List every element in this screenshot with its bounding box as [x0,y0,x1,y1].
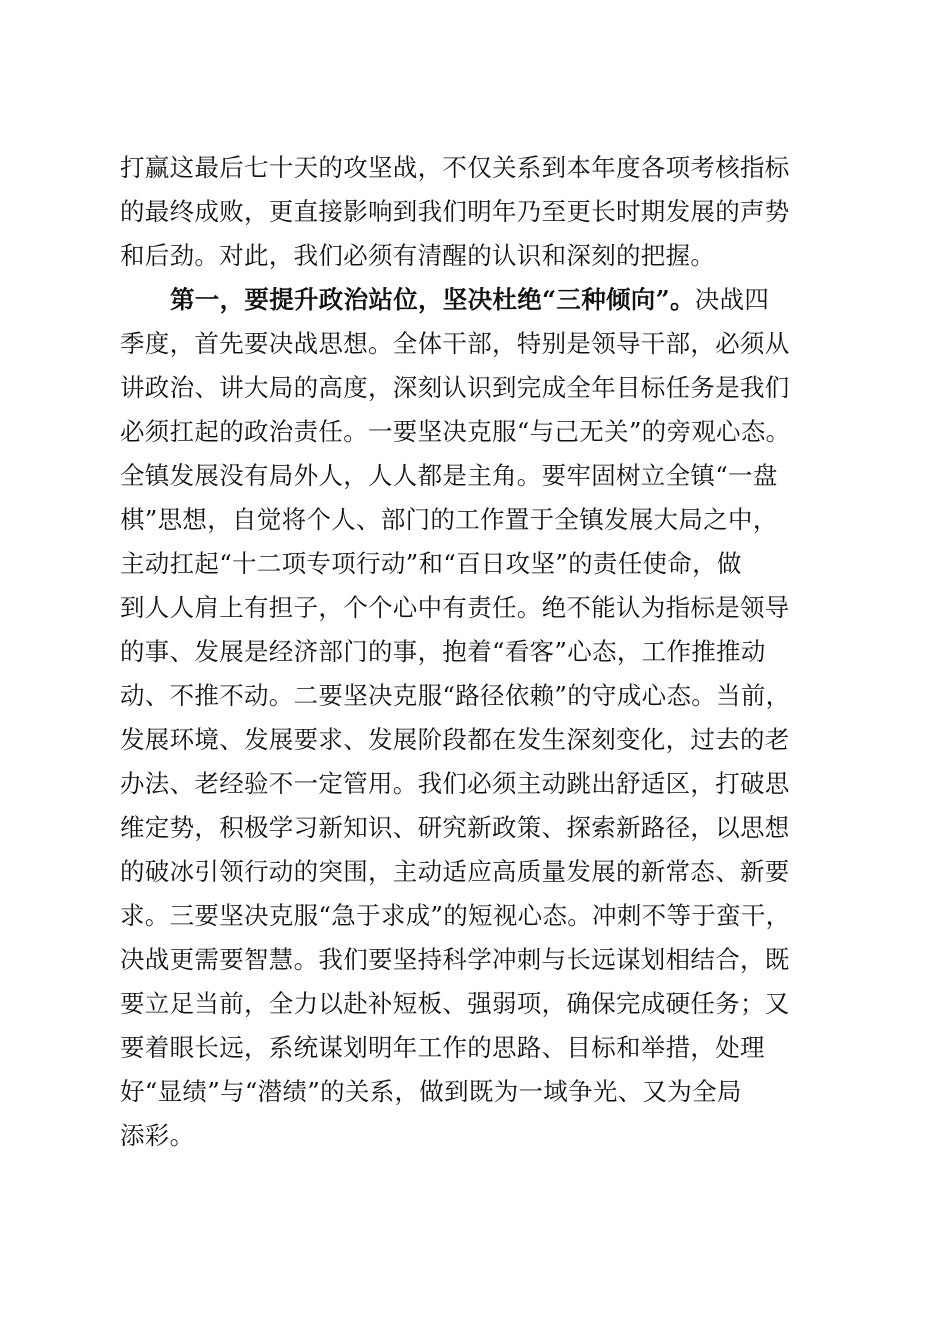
text-line: 决战更需要智慧。我们要坚持科学冲刺与长远谋划相结合，既 [120,945,790,974]
text-line: 办法、老经验不一定管用。我们必须主动跳出舒适区，打破思 [120,769,790,798]
text-line: 讲政治、讲大局的高度，深刻认识到完成全年目标任务是我们 [120,373,790,402]
text-line-first [120,278,832,322]
text-line: 要着眼长远，系统谋划明年工作的思路、目标和举措，处理 [120,1033,765,1062]
text-line: 季度，首先要决战思想。全体干部，特别是领导干部，必须从 [120,329,790,358]
text-run: 决战四 [694,285,770,314]
text-line: 和后劲。对此，我们必须有清醒的认识和深刻的把握。 [120,241,716,270]
paragraph-1 [120,146,832,278]
text-line: 发展环境、发展要求、发展阶段都在发生深刻变化，过去的老 [120,725,790,754]
text-line: 的最终成败，更直接影响到我们明年乃至更长时期发展的声势 [120,197,790,226]
body-text [120,146,832,1158]
text-line: 打赢这最后七十天的攻坚战，不仅关系到本年度各项考核指标 [120,153,790,182]
text-line: 主动扛起“十二项专项行动”和“百日攻坚”的责任使命，做 [120,549,742,578]
text-line: 的事、发展是经济部门的事，抱着“看客”心态，工作推推动 [120,637,766,666]
text-line: 动、不推不动。二要坚决克服“路径依赖”的守成心态。当前， [120,681,791,710]
text-line: 必须扛起的政治责任。一要坚决克服“与己无关”的旁观心态。 [120,417,791,446]
text-line: 到人人肩上有担子，个个心中有责任。绝不能认为指标是领导 [120,593,790,622]
text-line: 要立足当前，全力以赴补短板、强弱项，确保完成硬任务；又 [120,989,790,1018]
text-line: 添彩。 [120,1121,195,1150]
text-line: 的破冰引领行动的突围，主动适应高质量发展的新常态、新要 [120,857,790,886]
paragraph-2 [120,278,832,1158]
text-line: 好“显绩”与“潜绩”的关系，做到既为一域争光、又为全局 [120,1077,742,1106]
text-line: 全镇发展没有局外人，人人都是主角。要牢固树立全镇“一盘 [120,461,778,490]
text-line: 求。三要坚决克服“急于求成”的短视心态。冲刺不等于蛮干， [120,901,791,930]
text-line: 棋”思想，自觉将个人、部门的工作置于全镇发展大局之中， [120,505,778,534]
text-line: 维定势，积极学习新知识、研究新政策、探索新路径，以思想 [120,813,790,842]
section-heading: 第一，要提升政治站位，坚决杜绝“三种倾向”。 [170,285,695,314]
